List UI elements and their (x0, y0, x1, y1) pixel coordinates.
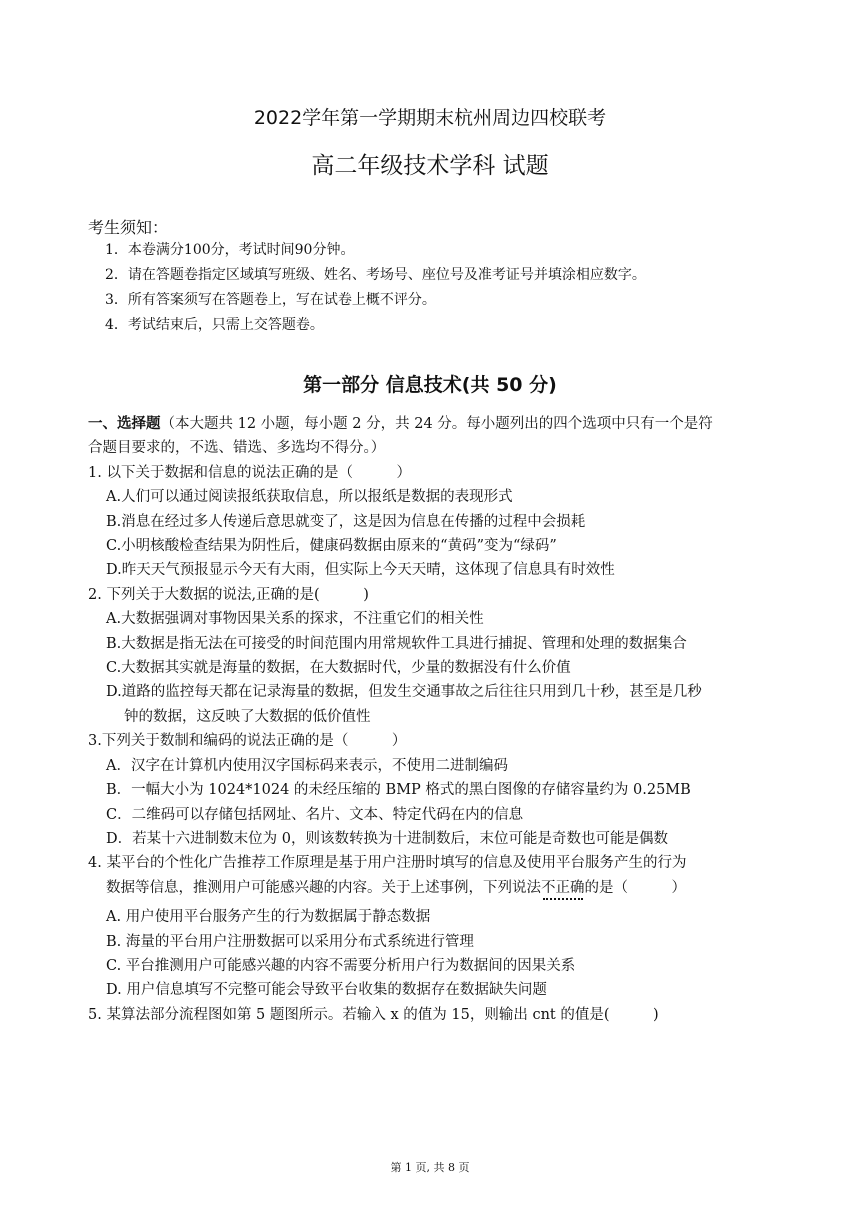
notice-item: 1．本卷满分100分，考试时间90分钟。 (105, 242, 355, 258)
emphasis-text: 不正确 (541, 879, 585, 896)
notice-list (105, 238, 646, 338)
question-option: D．若某十六进制数末位为 0，则该数转换为十进制数后，末位可能是奇数也可能是偶数 (106, 830, 668, 847)
notice-item: 3．所有答案须写在答题卷上，写在试卷上概不评分。 (105, 292, 436, 308)
question-option: C.小明核酸检查结果为阴性后，健康码数据由原来的“黄码”变为“绿码” (106, 538, 557, 555)
question-option: C. 平台推测用户可能感兴趣的内容不需要分析用户行为数据间的因果关系 (106, 957, 576, 974)
stem-text: 数据等信息，推测用户可能感兴趣的内容。关于上述事例，下列说法 (106, 879, 541, 896)
section-intro-text: （本大题共 12 小题，每小题 2 分，共 24 分。每小题列出的四个选项中只有一个是符 (160, 416, 713, 432)
question-stem: 4. 某平台的个性化广告推荐工作原理是基于用户注册时填写的信息及使用平台服务产生的行为 (88, 855, 687, 872)
question-option: A.人们可以通过阅读报纸获取信息，所以报纸是数据的表现形式 (106, 489, 513, 506)
question-option: D.昨天天气预报显示今天有大雨，但实际上今天天晴，这体现了信息具有时效性 (106, 562, 615, 579)
section-intro-bold: 一、选择题 (88, 416, 161, 432)
question-option: B．一幅大小为 1024*1024 的未经压缩的 BMP 格式的黑白图像的存储容量约为 0.25MB (106, 782, 691, 799)
question-option: D.道路的监控每天都在记录海量的数据，但发生交通事故之后往往只用到几十秒，甚至是几秒 (106, 684, 702, 701)
question-stem: 5. 某算法部分流程图如第 5 题图所示。若输入 x 的值为 15，则输出 cnt 的值是( ) (88, 1006, 659, 1023)
question-option: B.消息在经过多人传递后意思就变了，这是因为信息在传播的过程中会损耗 (106, 513, 586, 530)
question-stem: 3.下列关于数制和编码的说法正确的是（ ） (88, 733, 407, 750)
section-intro-continued: 合题目要求的，不选、错选、多选均不得分。） (88, 440, 386, 457)
section-title: 第一部分 信息技术(共 50 分) (303, 374, 557, 396)
exam-title: 2022学年第一学期期末杭州周边四校联考 (253, 107, 607, 129)
exam-subtitle: 高二年级技术学科 试题 (311, 153, 549, 179)
section-intro (88, 412, 778, 436)
question-stem: 2. 下列关于大数据的说法,正确的是( ) (88, 586, 369, 603)
question-body (88, 412, 778, 1027)
question-option: D. 用户信息填写不完整可能会导致平台收集的数据存在数据缺失问题 (106, 982, 547, 999)
question-option: A. 用户使用平台服务产生的行为数据属于静态数据 (106, 909, 431, 926)
question-option: B. 海量的平台用户注册数据可以采用分布式系统进行管理 (106, 933, 474, 950)
notice-item: 4．考试结束后，只需上交答题卷。 (105, 317, 324, 333)
stem-text: 的是（ ） (584, 879, 686, 896)
notice-heading: 考生须知： (88, 218, 169, 237)
question-option: C.大数据其实就是海量的数据，在大数据时代，少量的数据没有什么价值 (106, 660, 571, 677)
question-option-continued: 钟的数据，这反映了大数据的低价值性 (124, 708, 371, 725)
question-stem: 1. 以下关于数据和信息的说法正确的是（ ） (88, 464, 411, 481)
question-option: C．二维码可以存储包括网址、名片、文本、特定代码在内的信息 (106, 806, 524, 823)
question-stem-continued (106, 876, 778, 900)
question-option: B.大数据是指无法在可接受的时间范围内用常规软件工具进行捕捉、管理和处理的数据集合 (106, 635, 687, 652)
notice-item: 2．请在答题卷指定区域填写班级、姓名、考场号、座位号及准考证号并填涂相应数字。 (105, 267, 646, 283)
question-option: A．汉字在计算机内使用汉字国标码来表示，不使用二进制编码 (106, 757, 508, 774)
question-option: A.大数据强调对事物因果关系的探求，不注重它们的相关性 (106, 611, 484, 628)
page-footer: 第 1 页, 共 8 页 (390, 1161, 470, 1174)
